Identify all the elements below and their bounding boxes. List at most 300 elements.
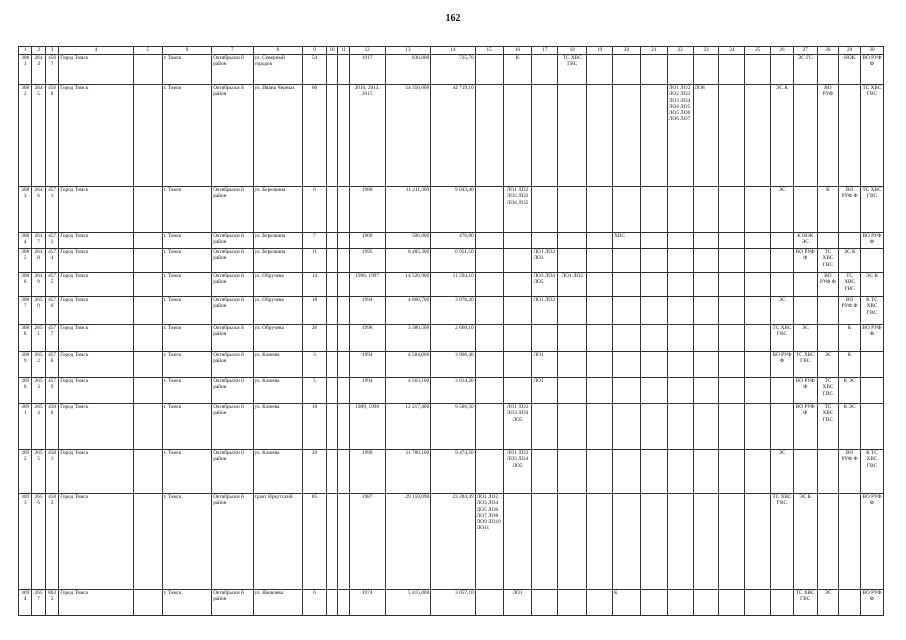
column-header-19: 19 <box>587 47 613 55</box>
cell-col-4: Город Томск <box>59 450 133 494</box>
cell-col-20 <box>613 450 641 494</box>
cell-col-14: 9 474,50 <box>431 450 475 494</box>
cell-col-2: 2656 <box>32 494 45 590</box>
cell-col-14: 3 878,20 <box>431 297 475 325</box>
cell-col-5 <box>133 450 162 494</box>
cell-col-26: ЭС К <box>771 85 794 187</box>
cell-col-13: 14 526,900 <box>385 273 430 297</box>
cell-col-11 <box>338 352 349 378</box>
cell-col-29 <box>839 590 861 616</box>
cell-col-25 <box>745 297 771 325</box>
cell-col-15 <box>475 55 503 85</box>
cell-col-11 <box>338 85 349 187</box>
cell-col-2: 2651 <box>32 325 45 352</box>
cell-col-9: 6 <box>303 590 327 616</box>
cell-col-12: 1995 <box>349 249 385 273</box>
cell-col-29: К <box>839 352 861 378</box>
cell-col-2: 2647 <box>32 233 45 249</box>
cell-col-16 <box>503 352 532 378</box>
cell-col-11 <box>338 233 349 249</box>
table-row <box>19 187 884 233</box>
cell-col-1: 3092 <box>19 450 32 494</box>
cell-col-19 <box>587 187 613 233</box>
cell-col-11 <box>338 55 349 85</box>
cell-col-1: 3091 <box>19 404 32 450</box>
cell-col-22 <box>667 352 693 378</box>
page-number: 162 <box>445 13 461 24</box>
cell-col-3: 4582 <box>45 494 58 590</box>
cell-col-3: 4576 <box>45 297 58 325</box>
cell-col-6: г. Томск <box>162 404 212 450</box>
cell-col-8: ул. Клюева <box>253 450 303 494</box>
cell-col-8: ул. Обручева <box>253 273 303 297</box>
cell-col-20: К <box>613 590 641 616</box>
cell-col-3: 4572 <box>45 233 58 249</box>
cell-col-21 <box>640 404 667 450</box>
cell-col-22 <box>667 249 693 273</box>
cell-col-12: 1998 <box>349 325 385 352</box>
cell-col-7: Октябрьски й район <box>212 187 253 233</box>
cell-col-16 <box>503 297 532 325</box>
cell-col-8: ул. Клюева <box>253 378 303 404</box>
cell-col-19 <box>587 590 613 616</box>
cell-col-27: ЭС <box>793 325 817 352</box>
cell-col-8: ул. Ивана Черных <box>253 85 303 187</box>
cell-col-28 <box>817 55 839 85</box>
cell-col-10 <box>326 494 337 590</box>
cell-col-26: ЭС <box>771 450 794 494</box>
cell-col-24 <box>719 494 745 590</box>
cell-col-12: 1990 <box>349 450 385 494</box>
cell-col-25 <box>745 325 771 352</box>
cell-col-28: ТС ХВС ГВС <box>817 378 839 404</box>
cell-col-7: Октябрьски й район <box>212 325 253 352</box>
cell-col-7: Октябрьски й район <box>212 233 253 249</box>
cell-col-14: 9 586,50 <box>431 404 475 450</box>
cell-col-4: Город Томск <box>59 55 133 85</box>
cell-col-2: 2655 <box>32 450 45 494</box>
cell-col-9: 5 <box>303 378 327 404</box>
cell-col-7: Октябрьски й район <box>212 249 253 273</box>
column-header-1: 1 <box>19 47 32 55</box>
table-row <box>19 297 884 325</box>
cell-col-20 <box>613 378 641 404</box>
cell-col-21 <box>640 450 667 494</box>
cell-col-23: ЛО8 <box>693 85 719 187</box>
table-row <box>19 352 884 378</box>
cell-col-8: ул. Клюева <box>253 352 303 378</box>
cell-col-28 <box>817 325 839 352</box>
cell-col-12: 1994 <box>349 352 385 378</box>
cell-col-13: 836,800 <box>385 55 430 85</box>
cell-col-13: 4 584,000 <box>385 352 430 378</box>
cell-col-7: Октябрьски й район <box>212 450 253 494</box>
cell-col-27 <box>793 187 817 233</box>
cell-col-30 <box>860 378 883 404</box>
cell-col-30 <box>860 404 883 450</box>
cell-col-20 <box>613 273 641 297</box>
column-header-16: 16 <box>503 47 532 55</box>
cell-col-13: 3 380,500 <box>385 325 430 352</box>
cell-col-13: 11 780,100 <box>385 450 430 494</box>
column-header-21: 21 <box>640 47 667 55</box>
cell-col-3: 4578 <box>45 352 58 378</box>
cell-col-22 <box>667 590 693 616</box>
cell-col-7: Октябрьски й район <box>212 55 253 85</box>
cell-col-19 <box>587 450 613 494</box>
cell-col-3: 4577 <box>45 325 58 352</box>
cell-col-19 <box>587 352 613 378</box>
cell-col-1: 3090 <box>19 378 32 404</box>
cell-col-8: ул. Березкина <box>253 187 303 233</box>
cell-col-11 <box>338 494 349 590</box>
cell-col-12: 1996, 1997 <box>349 273 385 297</box>
column-header-12: 12 <box>349 47 385 55</box>
cell-col-23 <box>693 494 719 590</box>
cell-col-27: ВО РУФ Ф <box>793 249 817 273</box>
cell-col-9: 6 <box>303 187 327 233</box>
cell-col-15 <box>475 404 503 450</box>
cell-col-30 <box>860 249 883 273</box>
table-row <box>19 249 884 273</box>
cell-col-27: ЭС ГС <box>793 55 817 85</box>
cell-col-8: тракт Иркутский <box>253 494 303 590</box>
cell-col-17: ЛО1 <box>532 378 558 404</box>
cell-col-15: ЛО1 ЛО2 ЛО3 ЛО4 ЛО5 ЛО6 ЛО7 ЛО8 ЛО9 ЛО10 ЛО11 <box>475 494 503 590</box>
cell-col-16 <box>503 85 532 187</box>
cell-col-27: К НОК ЭС <box>793 233 817 249</box>
cell-col-1: 3088 <box>19 325 32 352</box>
cell-col-2: 2645 <box>32 85 45 187</box>
cell-col-10 <box>326 85 337 187</box>
cell-col-7: Октябрьски й район <box>212 85 253 187</box>
cell-col-4: Город Томск <box>59 249 133 273</box>
cell-col-17 <box>532 85 558 187</box>
cell-col-2: 2650 <box>32 297 45 325</box>
cell-col-3: 4581 <box>45 450 58 494</box>
cell-col-26 <box>771 404 794 450</box>
cell-col-6: г. Томск <box>162 590 212 616</box>
cell-col-20 <box>613 85 641 187</box>
cell-col-23 <box>693 233 719 249</box>
cell-col-25 <box>745 378 771 404</box>
column-header-17: 17 <box>532 47 558 55</box>
cell-col-27: ВО РУФ Ф <box>793 378 817 404</box>
column-header-18: 18 <box>558 47 587 55</box>
cell-col-25 <box>745 233 771 249</box>
cell-col-26: ЭС <box>771 297 794 325</box>
cell-col-16 <box>503 494 532 590</box>
table-row <box>19 273 884 297</box>
cell-col-19 <box>587 273 613 297</box>
cell-col-20 <box>613 187 641 233</box>
cell-col-6: г. Томск <box>162 273 212 297</box>
cell-col-28: К <box>817 187 839 233</box>
cell-col-25 <box>745 590 771 616</box>
cell-col-11 <box>338 249 349 273</box>
cell-col-1: 3087 <box>19 297 32 325</box>
cell-col-9: 20 <box>303 450 327 494</box>
cell-col-8: ул. Березкина <box>253 249 303 273</box>
cell-col-7: Октябрьски й район <box>212 297 253 325</box>
cell-col-30: ВО РУФ Ф <box>860 325 883 352</box>
cell-col-18 <box>558 85 587 187</box>
cell-col-7: Октябрьски й район <box>212 273 253 297</box>
cell-col-30: ВО РУФ Ф <box>860 590 883 616</box>
cell-col-11 <box>338 590 349 616</box>
cell-col-28: ТС ХВС ГВС <box>817 404 839 450</box>
cell-col-9: 26 <box>303 325 327 352</box>
cell-col-4: Город Томск <box>59 352 133 378</box>
cell-col-5 <box>133 55 162 85</box>
cell-col-20 <box>613 325 641 352</box>
cell-col-10 <box>326 590 337 616</box>
cell-col-18 <box>558 249 587 273</box>
cell-col-19 <box>587 85 613 187</box>
cell-col-13: 4 563,100 <box>385 378 430 404</box>
cell-col-16: ЛО1 ЛО2 ЛО2 ЛО3 ЛО4 ЛО5 <box>503 187 532 233</box>
cell-col-1: 3083 <box>19 187 32 233</box>
table-row <box>19 85 884 187</box>
cell-col-26: ЭС <box>771 187 794 233</box>
cell-col-17: ЛО1 ЛО2 ЛО3 <box>532 249 558 273</box>
cell-col-22 <box>667 273 693 297</box>
register-table <box>18 46 884 616</box>
cell-col-10 <box>326 404 337 450</box>
cell-col-9: 54 <box>303 55 327 85</box>
cell-col-26 <box>771 590 794 616</box>
column-header-26: 26 <box>771 47 794 55</box>
cell-col-23 <box>693 450 719 494</box>
cell-col-7: Октябрьски й район <box>212 404 253 450</box>
cell-col-21 <box>640 297 667 325</box>
cell-col-30: ВО РУФ Ф <box>860 494 883 590</box>
cell-col-19 <box>587 404 613 450</box>
cell-col-10 <box>326 378 337 404</box>
cell-col-26 <box>771 378 794 404</box>
cell-col-13: 8 485,300 <box>385 249 430 273</box>
cell-col-19 <box>587 325 613 352</box>
cell-col-23 <box>693 325 719 352</box>
cell-col-29 <box>839 233 861 249</box>
cell-col-12: 1987 <box>349 494 385 590</box>
cell-col-16 <box>503 378 532 404</box>
cell-col-26: ТС ХВС ГВС <box>771 325 794 352</box>
cell-col-1: 3093 <box>19 494 32 590</box>
cell-col-6: г. Томск <box>162 55 212 85</box>
cell-col-21 <box>640 494 667 590</box>
cell-col-9: 18 <box>303 297 327 325</box>
cell-col-16 <box>503 233 532 249</box>
cell-col-26 <box>771 233 794 249</box>
cell-col-2: 2652 <box>32 352 45 378</box>
cell-col-11 <box>338 450 349 494</box>
table-row <box>19 590 884 616</box>
cell-col-19 <box>587 494 613 590</box>
cell-col-9: 7 <box>303 233 327 249</box>
cell-col-24 <box>719 378 745 404</box>
cell-col-9: 3 <box>303 352 327 378</box>
cell-col-29: ЭС К <box>839 249 861 273</box>
cell-col-13: 29 159,090 <box>385 494 430 590</box>
cell-col-10 <box>326 249 337 273</box>
cell-col-16: ЛО1 ЛО2 ЛО3 ЛО4 ЛО5 <box>503 450 532 494</box>
cell-col-28 <box>817 494 839 590</box>
cell-col-19 <box>587 378 613 404</box>
cell-col-15 <box>475 297 503 325</box>
cell-col-17 <box>532 494 558 590</box>
cell-col-23 <box>693 590 719 616</box>
column-header-6: 6 <box>162 47 212 55</box>
column-header-24: 24 <box>719 47 745 55</box>
cell-col-12: 1994 <box>349 378 385 404</box>
cell-col-16: ЛО1 <box>503 590 532 616</box>
cell-col-29: НОК <box>839 55 861 85</box>
cell-col-14: 725,70 <box>431 55 475 85</box>
cell-col-17: ЛО3 ЛО4 ЛО5 <box>532 273 558 297</box>
cell-col-7: Октябрьски й район <box>212 378 253 404</box>
cell-col-25 <box>745 55 771 85</box>
cell-col-27 <box>793 273 817 297</box>
cell-col-12: 1974 <box>349 590 385 616</box>
cell-col-17 <box>532 450 558 494</box>
cell-col-14: 476,80 <box>431 233 475 249</box>
column-header-14: 14 <box>431 47 475 55</box>
cell-col-2: 2646 <box>32 187 45 233</box>
column-header-7: 7 <box>212 47 253 55</box>
column-header-5: 5 <box>133 47 162 55</box>
cell-col-11 <box>338 378 349 404</box>
cell-col-6: г. Томск <box>162 494 212 590</box>
column-header-10: 10 <box>326 47 337 55</box>
cell-col-5 <box>133 494 162 590</box>
cell-col-22 <box>667 450 693 494</box>
cell-col-18 <box>558 187 587 233</box>
cell-col-23 <box>693 378 719 404</box>
column-header-25: 25 <box>745 47 771 55</box>
cell-col-16 <box>503 325 532 352</box>
cell-col-23 <box>693 187 719 233</box>
cell-col-23 <box>693 297 719 325</box>
cell-col-6: г. Томск <box>162 378 212 404</box>
cell-col-28 <box>817 297 839 325</box>
table-row <box>19 233 884 249</box>
cell-col-4: Город Томск <box>59 378 133 404</box>
cell-col-10 <box>326 233 337 249</box>
cell-col-4: Город Томск <box>59 187 133 233</box>
cell-col-28: ВО РУФ Ф <box>817 273 839 297</box>
cell-col-3: 4575 <box>45 273 58 297</box>
cell-col-1: 3086 <box>19 273 32 297</box>
cell-col-4: Город Томск <box>59 297 133 325</box>
cell-col-17 <box>532 233 558 249</box>
column-header-28: 28 <box>817 47 839 55</box>
cell-col-29: ВО РУФ Ф <box>839 450 861 494</box>
cell-col-6: г. Томск <box>162 450 212 494</box>
column-header-20: 20 <box>613 47 641 55</box>
cell-col-29: ВО РУФ Ф <box>839 187 861 233</box>
cell-col-7: Октябрьски й район <box>212 494 253 590</box>
cell-col-16: ЛО1 ЛО2 ЛО3 ЛО4 ЛО5 <box>503 404 532 450</box>
column-header-15: 15 <box>475 47 503 55</box>
cell-col-18 <box>558 352 587 378</box>
cell-col-12: 1988 <box>349 187 385 233</box>
cell-col-27: ТС ХВС ГВС <box>793 352 817 378</box>
cell-col-21 <box>640 273 667 297</box>
cell-col-10 <box>326 352 337 378</box>
cell-col-22: ЛО1 ЛО2 ЛО2 ЛО3 ЛО3 ЛО4 ЛО4 ЛО5 ЛО5 ЛО6 ЛО6 ЛО7 <box>667 85 693 187</box>
cell-col-18: ЛО1 ЛО2 <box>558 273 587 297</box>
cell-col-25 <box>745 352 771 378</box>
cell-col-13: 5 415,000 <box>385 590 430 616</box>
cell-col-16 <box>503 249 532 273</box>
cell-col-9: 18 <box>303 404 327 450</box>
cell-col-1: 3094 <box>19 590 32 616</box>
cell-col-18 <box>558 494 587 590</box>
cell-col-25 <box>745 404 771 450</box>
cell-col-30 <box>860 352 883 378</box>
cell-col-19 <box>587 233 613 249</box>
table-row <box>19 450 884 494</box>
cell-col-27: ВО РУФ Ф <box>793 404 817 450</box>
cell-col-21 <box>640 233 667 249</box>
cell-col-6: г. Томск <box>162 249 212 273</box>
table-row <box>19 55 884 85</box>
cell-col-9: 14 <box>303 273 327 297</box>
cell-col-10 <box>326 325 337 352</box>
cell-col-2: 2644 <box>32 55 45 85</box>
cell-col-10 <box>326 187 337 233</box>
cell-col-20 <box>613 494 641 590</box>
cell-col-30: ВО РУФ Ф <box>860 55 883 85</box>
cell-col-24 <box>719 404 745 450</box>
cell-col-12: 1994 <box>349 297 385 325</box>
cell-col-15 <box>475 325 503 352</box>
cell-col-19 <box>587 249 613 273</box>
column-header-8: 8 <box>253 47 303 55</box>
cell-col-14: 11 594,10 <box>431 273 475 297</box>
cell-col-20 <box>613 297 641 325</box>
cell-col-28 <box>817 450 839 494</box>
cell-col-24 <box>719 55 745 85</box>
cell-col-13: 11 211,300 <box>385 187 430 233</box>
cell-col-12: 1917 <box>349 55 385 85</box>
cell-col-4: Город Томск <box>59 590 133 616</box>
column-header-30: 30 <box>860 47 883 55</box>
column-header-29: 29 <box>839 47 861 55</box>
cell-col-29: К <box>839 325 861 352</box>
cell-col-5 <box>133 352 162 378</box>
cell-col-17: ЛО1 ЛО2 <box>532 297 558 325</box>
cell-col-1: 3082 <box>19 85 32 187</box>
cell-col-26 <box>771 55 794 85</box>
cell-col-14: 3 914,20 <box>431 378 475 404</box>
cell-col-30: К ТС ХВС ГВС <box>860 297 883 325</box>
cell-col-11 <box>338 325 349 352</box>
cell-col-25 <box>745 249 771 273</box>
cell-col-21 <box>640 249 667 273</box>
cell-col-15 <box>475 273 503 297</box>
cell-col-20 <box>613 404 641 450</box>
cell-col-12: 1989, 1990 <box>349 404 385 450</box>
cell-col-14: 23 284,49 <box>431 494 475 590</box>
cell-col-10 <box>326 450 337 494</box>
table-row <box>19 494 884 590</box>
cell-col-6: г. Томск <box>162 85 212 187</box>
cell-col-23 <box>693 249 719 273</box>
cell-col-12: 2010, 2013, 2015 <box>349 85 385 187</box>
cell-col-19 <box>587 297 613 325</box>
